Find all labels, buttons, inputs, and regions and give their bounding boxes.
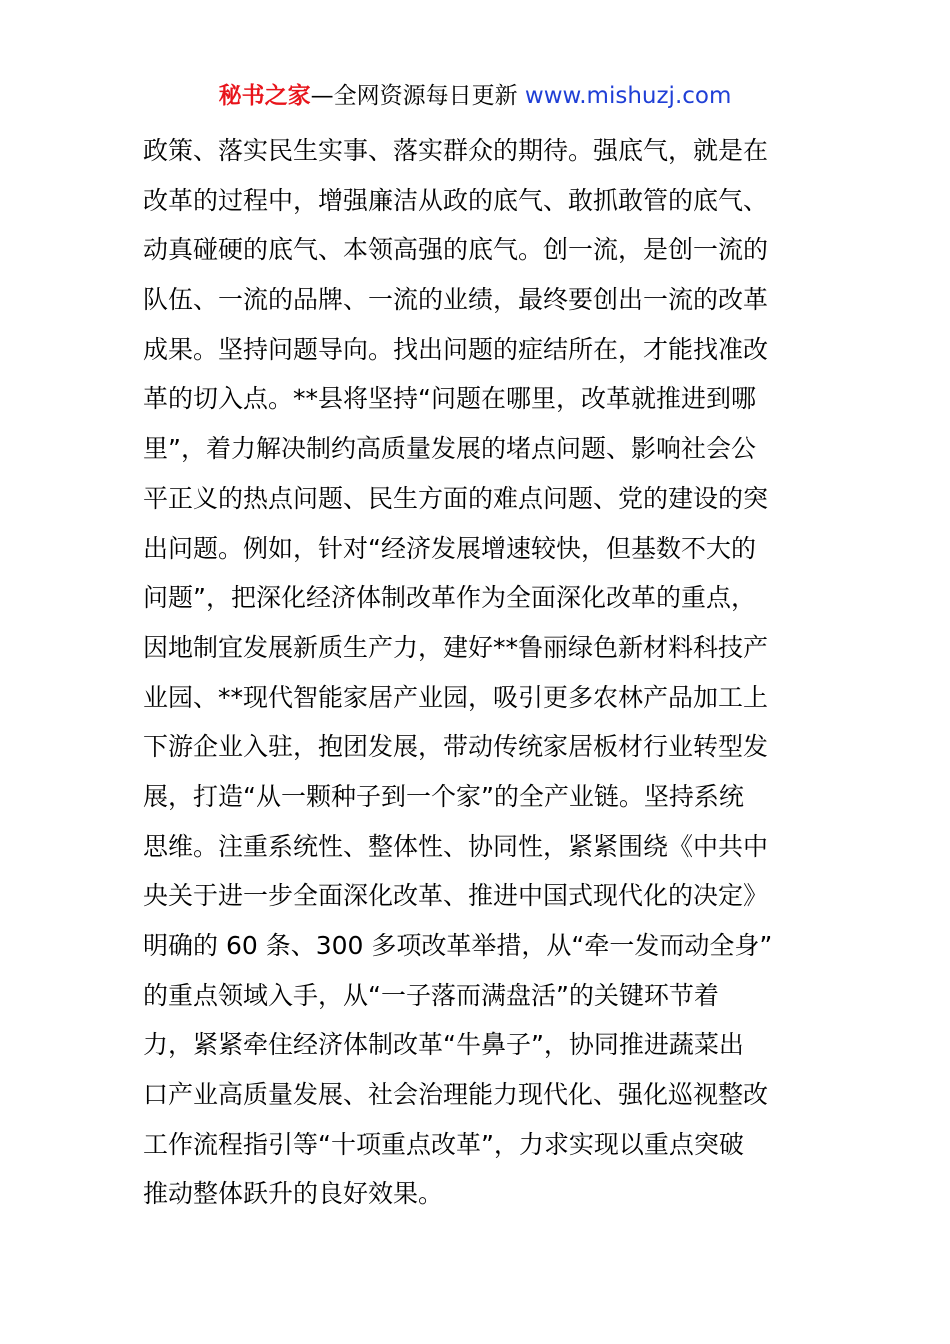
page-header <box>0 78 950 114</box>
body-line: 成果。坚持问题导向。找出问题的症结所在，才能找准改 <box>143 334 769 364</box>
body-line: 里”，着力解决制约高质量发展的堵点问题、影响社会公 <box>143 434 756 464</box>
body-line: 央关于进一步全面深化改革、推进中国式现代化的决定》 <box>143 881 769 911</box>
body-line: 力，紧紧牵住经济体制改革“牛鼻子”，协同推进蔬菜出 <box>143 1030 744 1060</box>
body-line: 动真碰硬的底气、本领高强的底气。创一流，是创一流的 <box>143 235 769 265</box>
body-line: 的重点领域入手，从“一子落而满盘活”的关键环节着 <box>143 980 719 1010</box>
body-line: 出问题。例如，针对“经济发展增速较快，但基数不大的 <box>143 533 756 563</box>
body-line: 下游企业入驻，抱团发展，带动传统家居板材行业转型发 <box>143 732 769 762</box>
header-tagline: —全网资源每日更新 <box>310 83 525 109</box>
body-line: 队伍、一流的品牌、一流的业绩，最终要创出一流的改革 <box>143 285 769 315</box>
body-line: 因地制宜发展新质生产力，建好**鲁丽绿色新材料科技产 <box>143 632 769 662</box>
body-line: 展，打造“从一颗种子到一个家”的全产业链。坚持系统 <box>143 781 744 811</box>
body-line: 革的切入点。**县将坚持“问题在哪里，改革就推进到哪 <box>143 384 756 414</box>
brand-name: 秘书之家 <box>218 83 311 109</box>
body-line: 政策、落实民生实事、落实群众的期待。强底气，就是在 <box>143 136 769 165</box>
document-body <box>143 126 813 1219</box>
body-line: 口产业高质量发展、社会治理能力现代化、强化巡视整改 <box>143 1080 769 1110</box>
body-line: 工作流程指引等“十项重点改革”，力求实现以重点突破 <box>143 1129 744 1159</box>
body-line: 平正义的热点问题、民生方面的难点问题、党的建设的突 <box>143 483 769 513</box>
body-line: 问题”，把深化经济体制改革作为全面深化改革的重点， <box>143 583 756 613</box>
site-url-link[interactable]: www.mishuzj.com <box>524 83 732 109</box>
body-line: 业园、**现代智能家居产业园，吸引更多农林产品加工上 <box>143 682 769 712</box>
body-line: 改革的过程中，增强廉洁从政的底气、敢抓敢管的底气、 <box>143 185 769 215</box>
body-line: 明确的 60 条、300 多项改革举措，从“牵一发而动全身” <box>143 931 773 960</box>
body-line: 推动整体跃升的良好效果。 <box>143 1179 444 1209</box>
body-line: 思维。注重系统性、整体性、协同性，紧紧围绕《中共中 <box>143 831 769 861</box>
